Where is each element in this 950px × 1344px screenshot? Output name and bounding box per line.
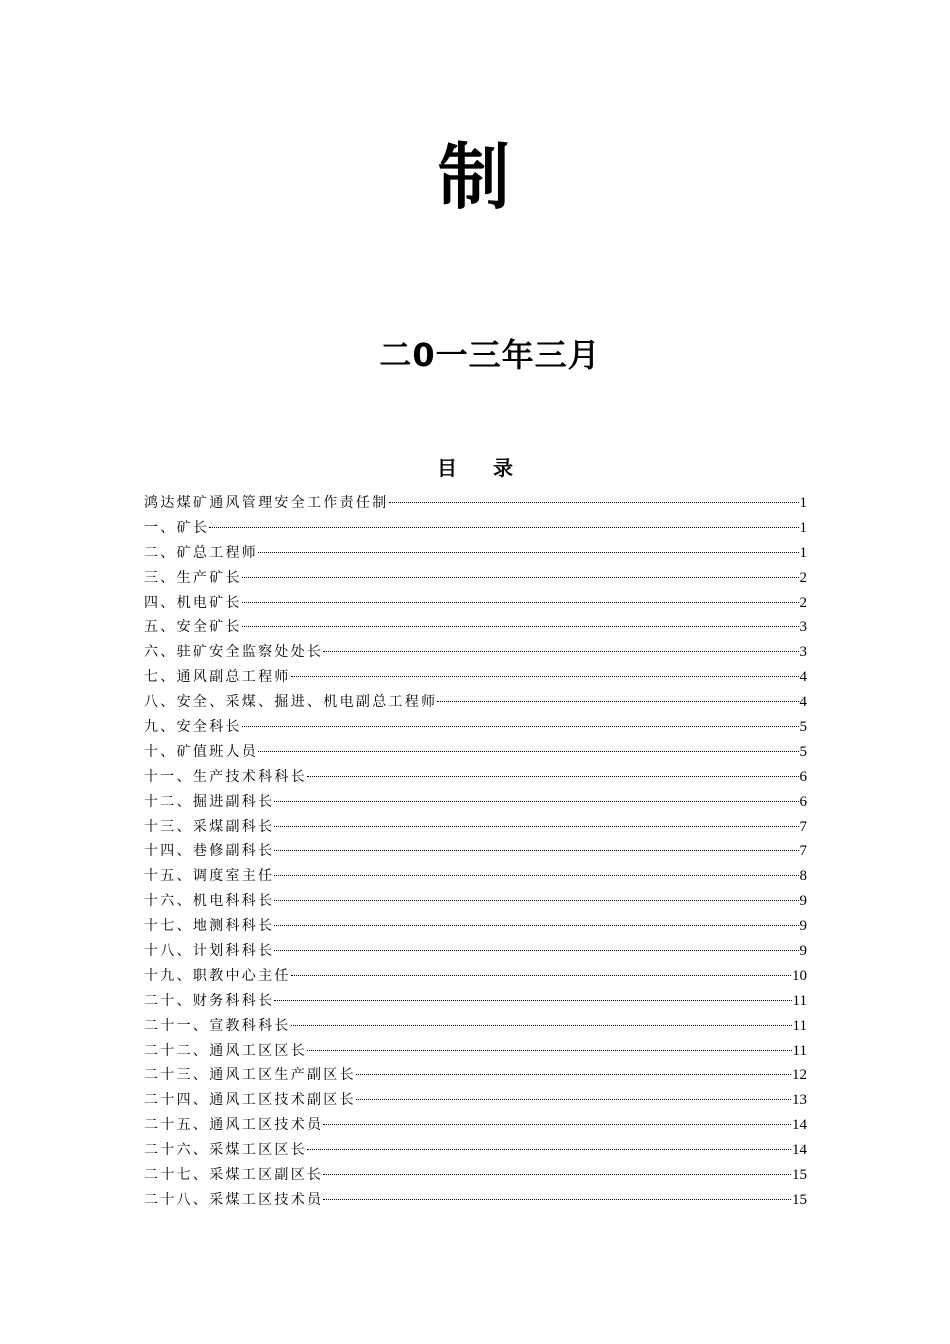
- toc-dot-leader: [291, 975, 791, 976]
- toc-entry[interactable]: [144, 914, 807, 939]
- toc-entry-page-number: 10: [792, 967, 807, 984]
- toc-entry-label: 二十四、通风工区技术副区长: [144, 1092, 356, 1109]
- toc-dot-leader: [323, 651, 798, 652]
- toc-entry-label: 五、安全矿长: [144, 619, 242, 636]
- toc-entry-label: 二十、财务科科长: [144, 992, 275, 1009]
- cover-title: 制: [437, 135, 512, 219]
- toc-entry[interactable]: [144, 964, 807, 989]
- toc-entry-label: 十八、计划科科长: [144, 943, 275, 960]
- toc-entry[interactable]: [144, 491, 807, 516]
- toc-entry[interactable]: [144, 516, 807, 541]
- toc-entry-page-number: 12: [792, 1067, 807, 1084]
- toc-entry-label: 二十二、通风工区区长: [144, 1042, 307, 1059]
- toc-dot-leader: [291, 676, 799, 677]
- toc-entry-label: 八、安全、采煤、掘进、机电副总工程师: [144, 694, 438, 711]
- toc-entry-page-number: 11: [792, 1017, 807, 1034]
- toc-entry[interactable]: [144, 889, 807, 914]
- toc-dot-leader: [274, 1000, 791, 1001]
- toc-dot-leader: [258, 751, 798, 752]
- toc-dot-leader: [242, 577, 799, 578]
- toc-dot-leader: [389, 502, 799, 503]
- toc-entry-page-number: 15: [792, 1167, 807, 1184]
- toc-entry-label: 鸿达煤矿通风管理安全工作责任制: [144, 495, 389, 511]
- toc-entry-page-number: 6: [799, 768, 807, 785]
- toc-entry[interactable]: [144, 1039, 807, 1064]
- toc-dot-leader: [356, 1074, 791, 1075]
- toc-entry[interactable]: [144, 1088, 807, 1113]
- toc-entry[interactable]: [144, 989, 807, 1014]
- toc-dot-leader: [323, 1199, 791, 1200]
- toc-entry[interactable]: [144, 864, 807, 889]
- toc-entry-page-number: 2: [799, 569, 807, 586]
- toc-dot-leader: [209, 527, 798, 528]
- toc-entry-page-number: 11: [792, 1042, 807, 1059]
- toc-dot-leader: [274, 850, 798, 851]
- toc-entry[interactable]: [144, 1188, 807, 1213]
- toc-entry-label: 二十一、宣教科科长: [144, 1017, 291, 1034]
- toc-dot-leader: [274, 826, 798, 827]
- toc-dot-leader: [274, 900, 798, 901]
- toc-dot-leader: [274, 925, 798, 926]
- table-of-contents: [144, 491, 807, 1213]
- toc-dot-leader: [242, 726, 799, 727]
- toc-entry[interactable]: [144, 715, 807, 740]
- toc-dot-leader: [258, 552, 798, 553]
- toc-heading: 目录: [437, 456, 549, 480]
- cover-date: 二0一三年三月: [379, 336, 601, 374]
- toc-entry-label: 十六、机电科科长: [144, 893, 275, 910]
- toc-entry[interactable]: [144, 1063, 807, 1088]
- toc-entry-label: 十二、掘进副科长: [144, 793, 275, 810]
- toc-entry-page-number: 3: [799, 619, 807, 636]
- toc-entry-page-number: 1: [799, 519, 807, 536]
- toc-entry-page-number: 2: [799, 594, 807, 611]
- toc-entry[interactable]: [144, 665, 807, 690]
- toc-entry-page-number: 11: [792, 992, 807, 1009]
- toc-entry-page-number: 7: [799, 818, 807, 835]
- toc-dot-leader: [437, 701, 798, 702]
- toc-dot-leader: [291, 1025, 792, 1026]
- toc-entry[interactable]: [144, 1138, 807, 1163]
- toc-entry-page-number: 13: [792, 1092, 807, 1109]
- toc-entry-label: 二、矿总工程师: [144, 544, 259, 561]
- toc-entry-label: 十、矿值班人员: [144, 743, 259, 760]
- toc-entry[interactable]: [144, 740, 807, 765]
- toc-entry-page-number: 4: [799, 669, 807, 686]
- toc-entry-label: 四、机电矿长: [144, 594, 242, 611]
- toc-dot-leader: [242, 602, 799, 603]
- toc-entry-page-number: 7: [799, 843, 807, 860]
- toc-dot-leader: [323, 1174, 791, 1175]
- toc-entry-page-number: 1: [799, 544, 807, 561]
- toc-entry[interactable]: [144, 541, 807, 566]
- toc-entry-label: 二十五、通风工区技术员: [144, 1117, 324, 1134]
- toc-entry-label: 十七、地测科科长: [144, 918, 275, 935]
- toc-entry-label: 九、安全科长: [144, 719, 242, 736]
- toc-entry[interactable]: [144, 640, 807, 665]
- toc-entry[interactable]: [144, 591, 807, 616]
- toc-entry[interactable]: [144, 790, 807, 815]
- toc-entry-label: 十五、调度室主任: [144, 868, 275, 885]
- toc-dot-leader: [274, 875, 798, 876]
- toc-entry-label: 二十七、采煤工区副区长: [144, 1167, 324, 1184]
- toc-dot-leader: [242, 626, 799, 627]
- toc-entry-page-number: 3: [799, 644, 807, 661]
- toc-entry[interactable]: [144, 839, 807, 864]
- toc-entry-page-number: 9: [799, 893, 807, 910]
- toc-entry-page-number: 6: [799, 793, 807, 810]
- toc-entry-page-number: 5: [799, 719, 807, 736]
- toc-entry-label: 十四、巷修副科长: [144, 843, 275, 860]
- toc-entry-page-number: 9: [799, 943, 807, 960]
- toc-entry-label: 一、矿长: [144, 519, 210, 536]
- toc-entry-label: 三、生产矿长: [144, 569, 242, 586]
- toc-dot-leader: [323, 1124, 791, 1125]
- toc-entry[interactable]: [144, 615, 807, 640]
- toc-entry-page-number: 14: [792, 1142, 807, 1159]
- toc-dot-leader: [274, 950, 798, 951]
- toc-entry[interactable]: [144, 939, 807, 964]
- toc-dot-leader: [307, 1050, 792, 1051]
- toc-entry[interactable]: [144, 1163, 807, 1188]
- toc-entry[interactable]: [144, 1113, 807, 1138]
- toc-entry-label: 七、通风副总工程师: [144, 669, 291, 686]
- toc-entry[interactable]: [144, 765, 807, 790]
- toc-entry-page-number: 5: [799, 743, 807, 760]
- toc-entry-label: 十三、采煤副科长: [144, 818, 275, 835]
- toc-entry-label: 二十八、采煤工区技术员: [144, 1191, 324, 1208]
- toc-dot-leader: [307, 776, 799, 777]
- toc-entry-label: 十一、生产技术科科长: [144, 768, 307, 785]
- toc-entry[interactable]: [144, 566, 807, 591]
- toc-entry-label: 十九、职教中心主任: [144, 967, 291, 984]
- toc-dot-leader: [307, 1149, 791, 1150]
- toc-dot-leader: [356, 1099, 791, 1100]
- toc-entry-label: 六、驻矿安全监察处处长: [144, 644, 324, 661]
- toc-dot-leader: [274, 801, 798, 802]
- toc-entry-page-number: 1: [799, 495, 807, 511]
- toc-entry-label: 二十六、采煤工区区长: [144, 1142, 307, 1159]
- toc-entry-page-number: 15: [792, 1191, 807, 1208]
- toc-entry-page-number: 4: [799, 694, 807, 711]
- toc-entry[interactable]: [144, 1014, 807, 1039]
- toc-entry-page-number: 8: [799, 868, 807, 885]
- toc-entry[interactable]: [144, 690, 807, 715]
- toc-entry-page-number: 14: [792, 1117, 807, 1134]
- toc-entry-page-number: 9: [799, 918, 807, 935]
- toc-entry-label: 二十三、通风工区生产副区长: [144, 1067, 356, 1084]
- toc-entry[interactable]: [144, 815, 807, 840]
